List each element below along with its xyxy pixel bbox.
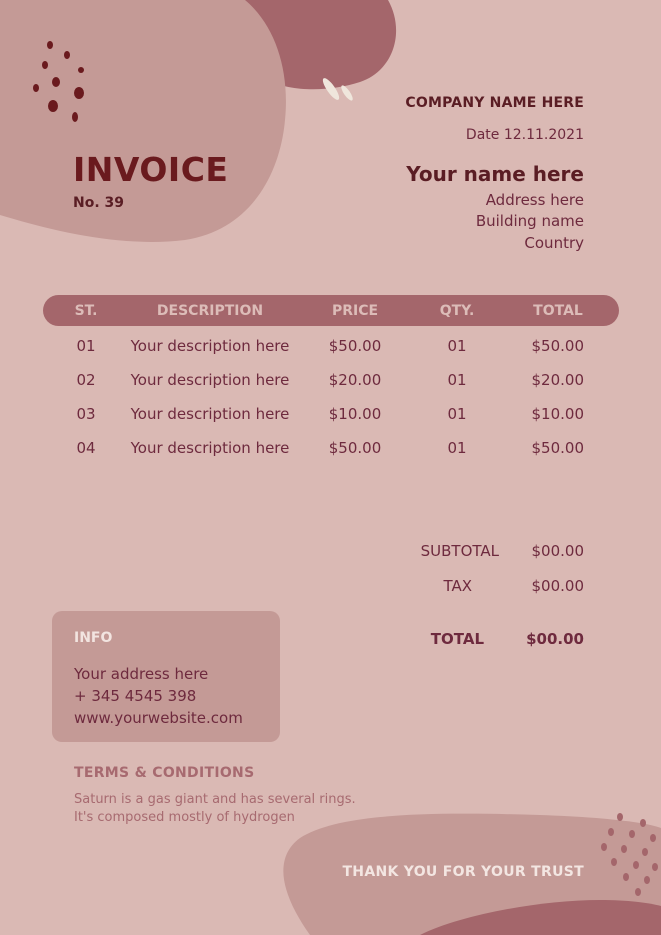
header-qty: QTY. xyxy=(439,303,475,319)
row-qty: 01 xyxy=(447,337,467,355)
tax-label: TAX xyxy=(443,577,472,595)
header-price: PRICE xyxy=(331,303,379,319)
row-qty: 01 xyxy=(447,439,467,457)
row-description: Your description here xyxy=(130,371,290,389)
client-country: Country xyxy=(524,234,584,252)
row-st: 04 xyxy=(76,439,96,457)
row-price: $50.00 xyxy=(328,337,382,355)
client-address: Address here xyxy=(485,191,584,209)
invoice-title: INVOICE xyxy=(73,150,229,189)
company-name: COMPANY NAME HERE xyxy=(405,95,584,111)
total-label: TOTAL xyxy=(430,630,484,648)
subtotal-label: SUBTOTAL xyxy=(420,542,499,560)
row-total: $20.00 xyxy=(531,371,584,389)
client-building: Building name xyxy=(475,212,584,230)
row-qty: 01 xyxy=(447,405,467,423)
terms-line-1: Saturn is a gas giant and has several rings. xyxy=(74,792,356,807)
invoice-number: No. 39 xyxy=(73,195,125,211)
row-description: Your description here xyxy=(130,439,290,457)
info-phone: + 345 4545 398 xyxy=(74,687,197,705)
info-address: Your address here xyxy=(74,665,209,683)
row-st: 01 xyxy=(76,337,96,355)
total-value: $00.00 xyxy=(526,630,584,648)
subtotal-value: $00.00 xyxy=(531,542,584,560)
header-st: ST. xyxy=(74,303,98,319)
row-st: 02 xyxy=(76,371,96,389)
row-price: $50.00 xyxy=(328,439,382,457)
info-website[interactable]: www.yourwebsite.com xyxy=(74,709,243,727)
client-name: Your name here xyxy=(406,162,584,186)
terms-title: TERMS & CONDITIONS xyxy=(74,765,255,781)
tax-value: $00.00 xyxy=(531,577,584,595)
terms-line-2: It's composed mostly of hydrogen xyxy=(74,810,295,825)
row-description: Your description here xyxy=(130,337,290,355)
header-description: DESCRIPTION xyxy=(156,303,264,319)
info-title: INFO xyxy=(74,630,113,646)
header-total: TOTAL xyxy=(533,303,583,319)
row-st: 03 xyxy=(76,405,96,423)
row-price: $20.00 xyxy=(328,371,382,389)
row-description: Your description here xyxy=(130,405,290,423)
row-total: $50.00 xyxy=(531,337,584,355)
row-total: $10.00 xyxy=(531,405,584,423)
thank-you-message: THANK YOU FOR YOUR TRUST xyxy=(342,864,584,880)
row-total: $50.00 xyxy=(531,439,584,457)
row-price: $10.00 xyxy=(328,405,382,423)
top-light-blob xyxy=(0,0,286,242)
row-qty: 01 xyxy=(447,371,467,389)
invoice-date: Date 12.11.2021 xyxy=(465,127,584,143)
